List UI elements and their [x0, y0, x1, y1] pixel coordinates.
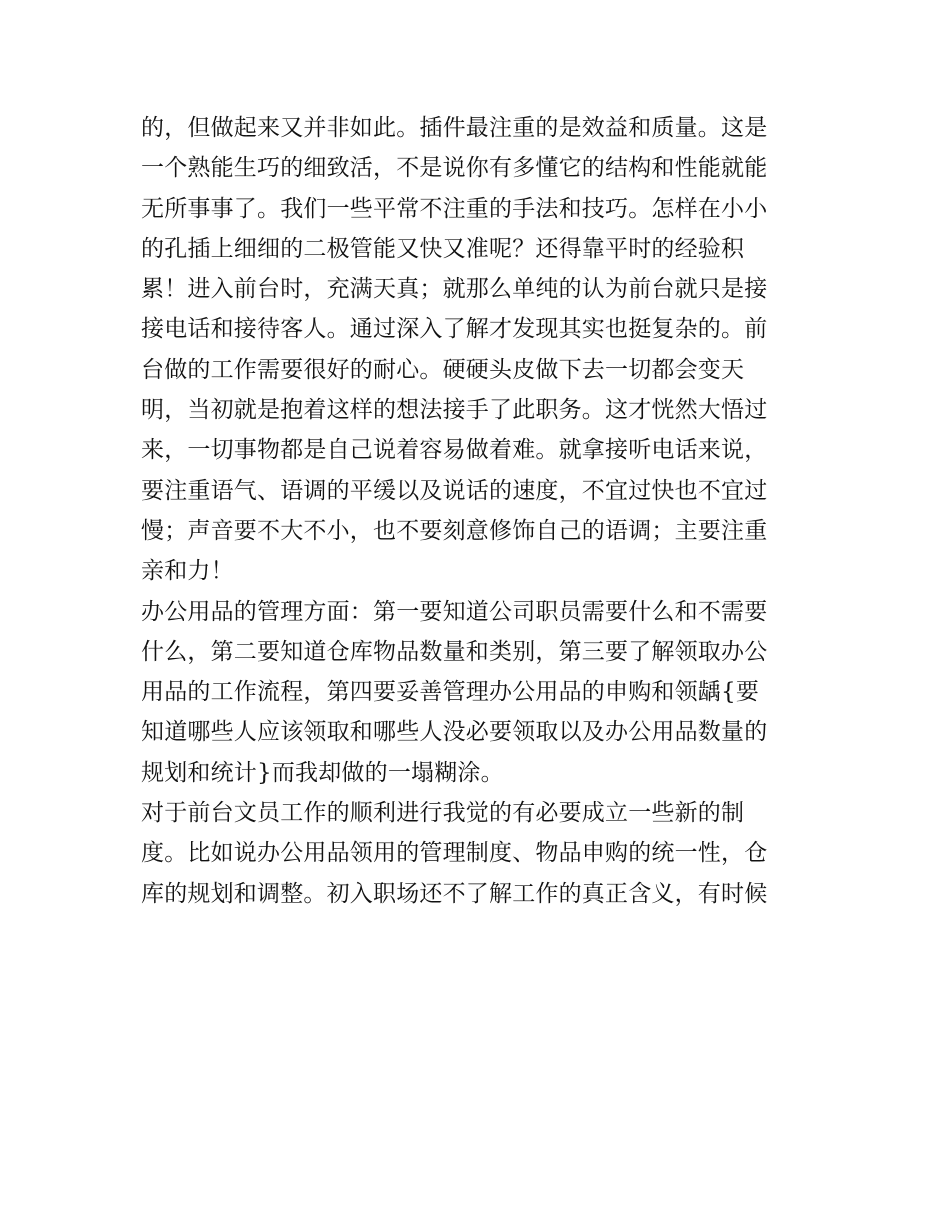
body-text: [141, 108, 813, 914]
text-line: 一个熟能生巧的细致活，不是说你有多懂它的结构和性能就能: [141, 155, 768, 182]
text-line: 的，但做起来又并非如此。插件最注重的是效益和质量。这是: [141, 115, 768, 141]
text-line: 库的规划和调整。初入职场还不了解工作的真正含义，有时候: [141, 880, 768, 907]
text-line: 要注重语气、语调的平缓以及说话的速度，不宜过快也不宜过: [141, 477, 768, 504]
text-line: 规划和统计}而我却做的一塌糊涂。: [141, 759, 504, 786]
text-line: 来，一切事物都是自己说着容易做着难。就拿接听电话来说，: [141, 437, 768, 464]
text-line: 慢；声音要不大不小，也不要刻意修饰自己的语调；主要注重: [141, 517, 768, 544]
text-line: 知道哪些人应该领取和哪些人没必要领取以及办公用品数量的: [141, 719, 768, 746]
text-line: 无所事事了。我们一些平常不注重的手法和技巧。怎样在小小: [141, 195, 768, 222]
text-line: 亲和力！: [141, 558, 234, 585]
text-line: 对于前台文员工作的顺利进行我觉的有必要成立一些新的制: [141, 800, 745, 827]
text-line: 明，当初就是抱着这样的想法接手了此职务。这才恍然大悟过: [141, 397, 768, 424]
text-line: 台做的工作需要很好的耐心。硬硬头皮做下去一切都会变天: [141, 356, 745, 383]
text-line: 累！进入前台时，充满天真；就那么单纯的认为前台就只是接: [141, 276, 768, 303]
text-line: 办公用品的管理方面：第一要知道公司职员需要什么和不需要: [141, 598, 768, 625]
text-line: 用品的工作流程，第四要妥善管理办公用品的申购和领龋{要: [141, 679, 760, 706]
text-line: 什么，第二要知道仓库物品数量和类别，第三要了解领取办公: [141, 638, 768, 665]
text-line: 接电话和接待客人。通过深入了解才发现其实也挺复杂的。前: [141, 316, 768, 343]
text-line: 的孔插上细细的二极管能又快又准呢？还得靠平时的经验积: [141, 235, 745, 262]
text-line: 度。比如说办公用品领用的管理制度、物品申购的统一性，仓: [141, 840, 768, 867]
